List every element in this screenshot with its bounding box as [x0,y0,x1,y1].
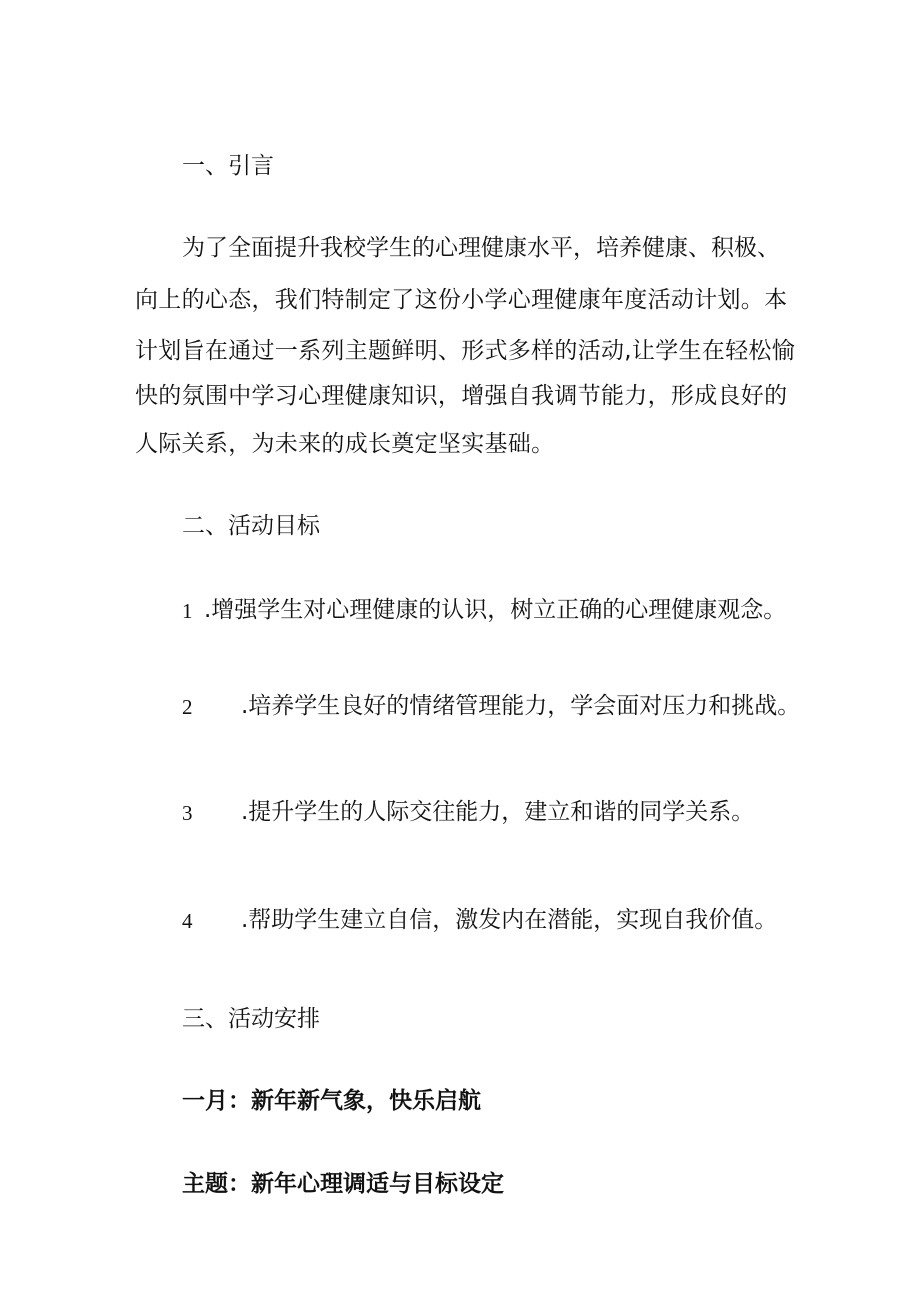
section-heading-introduction: 一、引言 [182,153,274,179]
list-number: 4 [182,909,193,933]
paragraph-line: 人际关系，为未来的成长奠定坚实基础。 [135,431,555,457]
paragraph-line: 为了全面提升我校学生的心理健康水平，培养健康、积极、 [182,235,780,261]
section-heading-arrangement: 三、活动安排 [182,1006,320,1032]
list-number: 1 [182,599,193,623]
list-number: 2 [182,695,193,719]
section-heading-goals: 二、活动目标 [182,513,320,539]
paragraph-line: 快的氛围中学习心理健康知识，增强自我调节能力，形成良好的 [135,383,788,409]
list-number: 3 [182,801,193,825]
paragraph-line: 计划旨在通过一系列主题鲜明、形式多样的活动,让学生在轻松愉 [135,338,796,364]
month-title: 一月：新年新气象，快乐启航 [182,1088,481,1114]
list-text: .增强学生对心理健康的认识，树立正确的心理健康观念。 [204,597,787,623]
theme-title: 主题：新年心理调适与目标设定 [182,1171,504,1197]
list-text: .帮助学生建立自信，激发内在潜能，实现自我价值。 [241,907,778,933]
list-text: .提升学生的人际交往能力，建立和谐的同学关系。 [241,799,755,825]
paragraph-line: 向上的心态，我们特制定了这份小学心理健康年度活动计划。本 [135,287,788,313]
list-text: .培养学生良好的情绪管理能力，学会面对压力和挑战。 [241,693,801,719]
